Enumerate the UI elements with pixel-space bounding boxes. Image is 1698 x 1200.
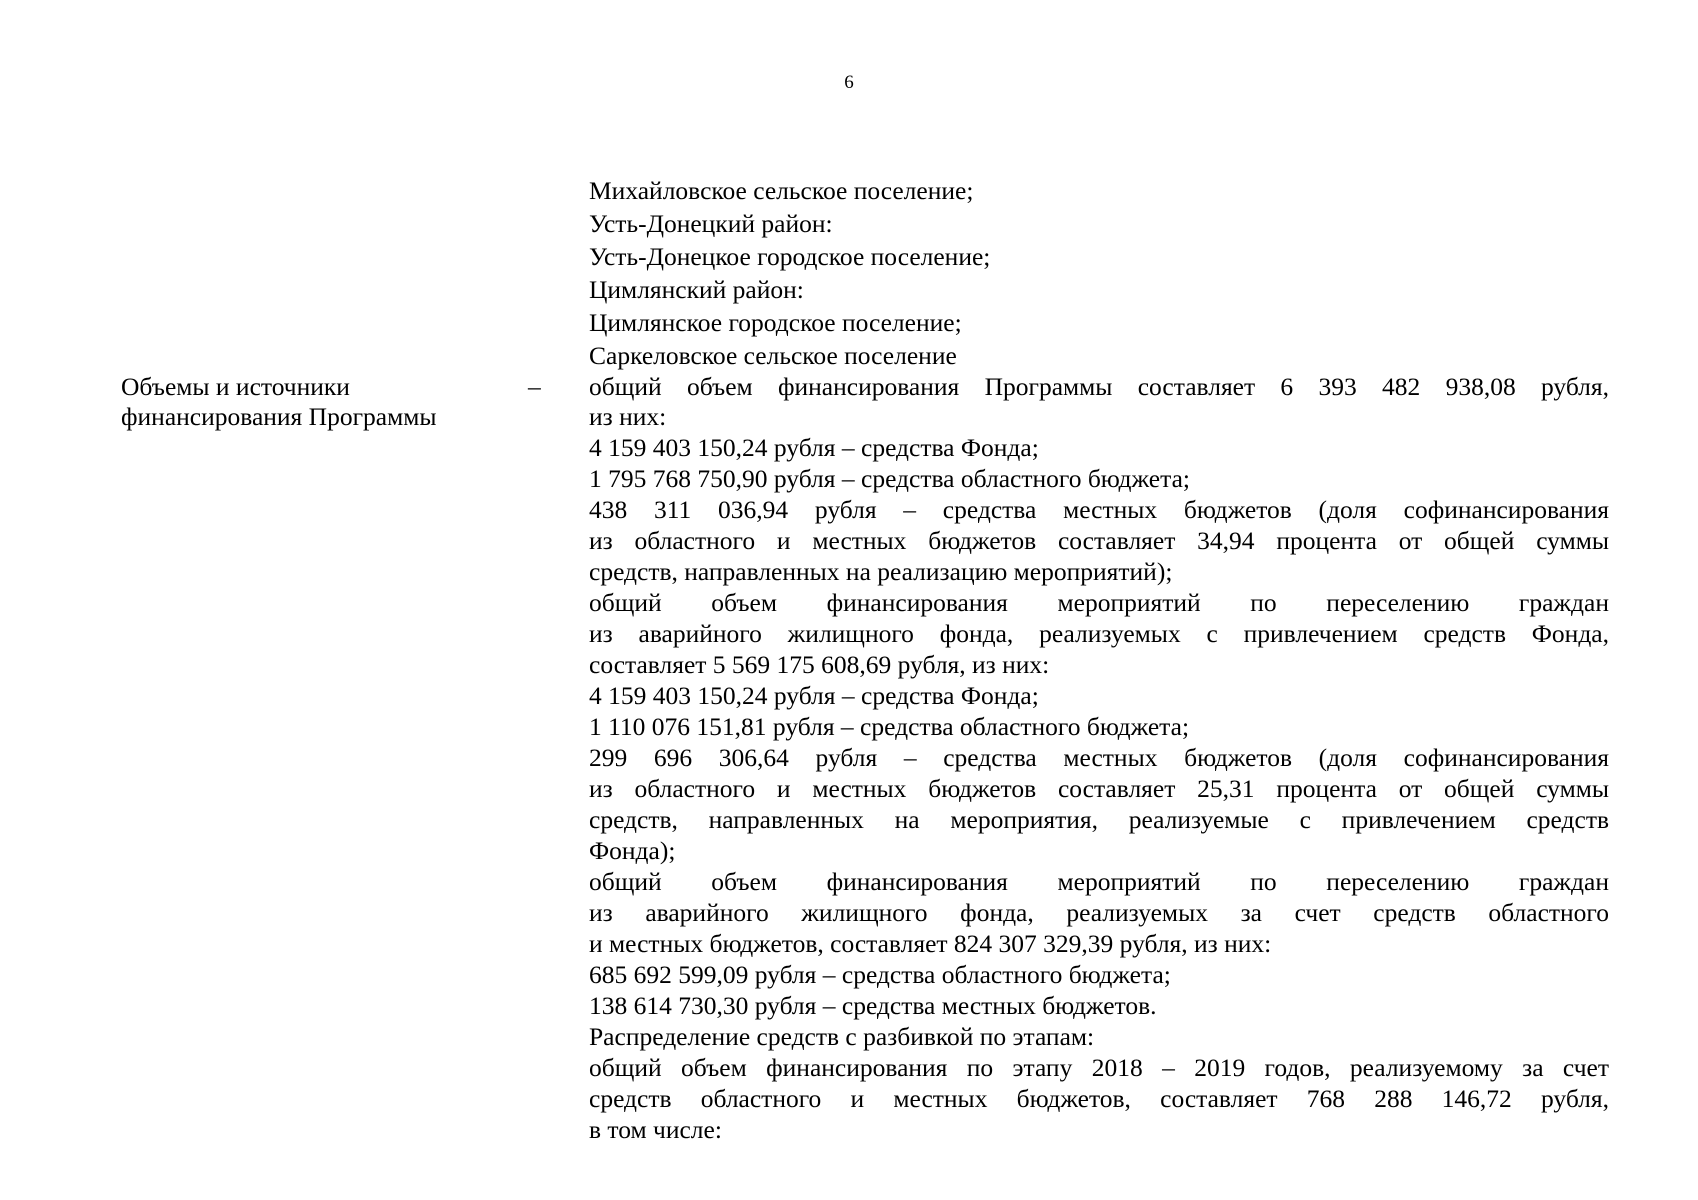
text-line: Распределение средств с разбивкой по этапам:: [589, 1022, 1095, 1051]
section-label-line-1: Объемы и источники: [121, 372, 350, 401]
text-line: средств областного и местных бюджетов, составляет 768 288 146,72 рубля,: [589, 1084, 1609, 1113]
text-line: 4 159 403 150,24 рубля – средства Фонда;: [589, 681, 1039, 710]
text-line: из аварийного жилищного фонда, реализуемых с привлечением средств Фонда,: [589, 619, 1609, 648]
dash-separator: –: [528, 372, 541, 401]
text-line: средств, направленных на мероприятия, реализуемые с привлечением средств: [589, 805, 1609, 834]
text-line: 138 614 730,30 рубля – средства местных бюджетов.: [589, 991, 1157, 1020]
text-line: Саркеловское сельское поселение: [589, 341, 957, 370]
text-line: 4 159 403 150,24 рубля – средства Фонда;: [589, 433, 1039, 462]
text-line: Цимлянское городское поселение;: [589, 308, 962, 337]
text-line: 438 311 036,94 рубля – средства местных бюджетов (доля софинансирования: [589, 495, 1609, 524]
text-line: 299 696 306,64 рубля – средства местных бюджетов (доля софинансирования: [589, 743, 1609, 772]
text-line: общий объем финансирования по этапу 2018 – 2019 годов, реализуемому за счет: [589, 1053, 1609, 1082]
text-line: и местных бюджетов, составляет 824 307 329,39 рубля, из них:: [589, 929, 1272, 958]
text-line: Михайловское сельское поселение;: [589, 176, 974, 205]
text-line: общий объем финансирования мероприятий по переселению граждан: [589, 588, 1609, 617]
text-line: 1 110 076 151,81 рубля – средства областного бюджета;: [589, 712, 1190, 741]
page-number: 6: [844, 72, 854, 93]
text-line: общий объем финансирования Программы составляет 6 393 482 938,08 рубля,: [589, 372, 1609, 401]
text-line: средств, направленных на реализацию мероприятий);: [589, 557, 1173, 586]
text-line: Фонда);: [589, 836, 676, 865]
text-line: составляет 5 569 175 608,69 рубля, из них:: [589, 650, 1050, 679]
text-line: в том числе:: [589, 1115, 722, 1144]
text-line: из них:: [589, 402, 667, 431]
text-line: Цимлянский район:: [589, 275, 804, 304]
text-line: 1 795 768 750,90 рубля – средства областного бюджета;: [589, 464, 1190, 493]
text-line: общий объем финансирования мероприятий по переселению граждан: [589, 867, 1609, 896]
text-line: из областного и местных бюджетов составляет 25,31 процента от общей суммы: [589, 774, 1609, 803]
section-label-line-2: финансирования Программы: [121, 402, 437, 431]
text-line: из аварийного жилищного фонда, реализуемых за счет средств областного: [589, 898, 1609, 927]
text-line: Усть-Донецкое городское поселение;: [589, 242, 991, 271]
text-line: Усть-Донецкий район:: [589, 209, 833, 238]
text-line: 685 692 599,09 рубля – средства областного бюджета;: [589, 960, 1171, 989]
text-line: из областного и местных бюджетов составляет 34,94 процента от общей суммы: [589, 526, 1609, 555]
